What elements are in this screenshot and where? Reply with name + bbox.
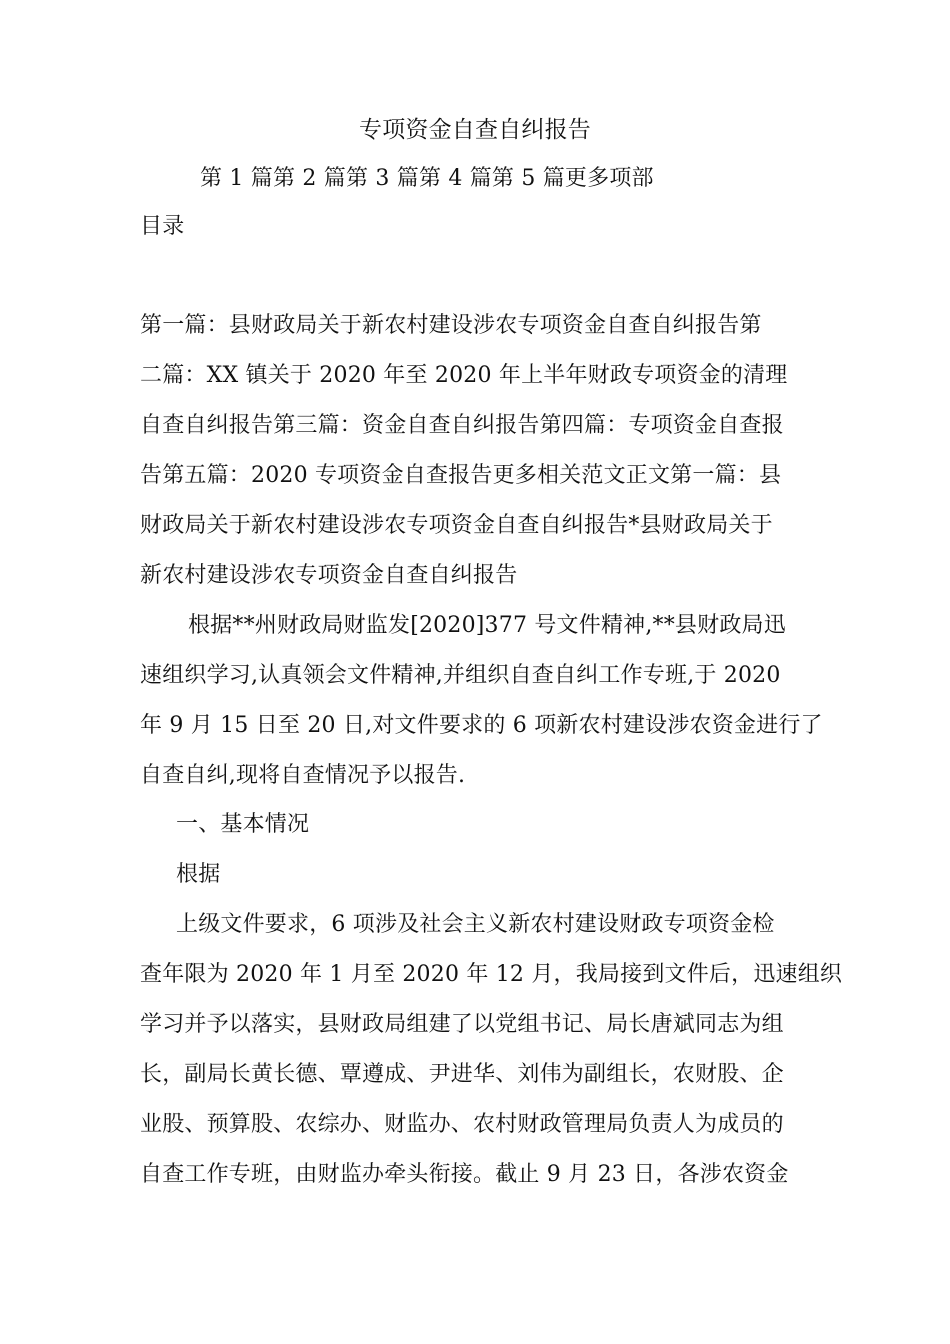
text-line: 财政局关于新农村建设涉农专项资金自查自纠报告*县财政局关于 [140,513,773,538]
text-line: 自查自纠,现将自查情况予以报告. [140,763,466,788]
document-title: 专项资金自查自纠报告 [359,117,591,143]
article-nav-line: 第 1 篇第 2 篇第 3 篇第 4 篇第 5 篇更多项部 [200,166,654,191]
text-line: 上级文件要求，6 项涉及社会主义新农村建设财政专项资金检 [176,912,775,937]
text-line: 第一篇：县财政局关于新农村建设涉农专项资金自查自纠报告第 [140,313,762,338]
text-line: 告第五篇：2020 专项资金自查报告更多相关范文正文第一篇：县 [140,463,782,488]
text-line: 长，副局长黄长德、覃遵成、尹进华、刘伟为副组长，农财股、企 [140,1062,784,1087]
text-line: 根据**州财政局财监发[2020]377 号文件精神,**县财政局迅 [188,613,786,638]
text-line: 年 9 月 15 日至 20 日,对文件要求的 6 项新农村建设涉农资金进行了 [140,713,823,738]
text-line: 自查工作专班，由财监办牵头衔接。截止 9 月 23 日，各涉农资金 [140,1162,789,1187]
toc-label: 目录 [140,214,185,239]
text-line: 学习并予以落实，县财政局组建了以党组书记、局长唐斌同志为组 [140,1012,784,1037]
text-line: 二篇：XX 镇关于 2020 年至 2020 年上半年财政专项资金的清理 [140,363,788,388]
text-line: 新农村建设涉农专项资金自查自纠报告 [140,563,518,588]
text-line: 自查自纠报告第三篇：资金自查自纠报告第四篇：专项资金自查报 [140,413,784,438]
section-heading: 一、基本情况 [176,812,310,837]
text-line: 根据 [176,862,221,887]
text-line: 查年限为 2020 年 1 月至 2020 年 12 月，我局接到文件后，迅速组织 [140,962,843,987]
text-line: 业股、预算股、农综办、财监办、农村财政管理局负责人为成员的 [140,1112,784,1137]
text-line: 速组织学习,认真领会文件精神,并组织自查自纠工作专班,于 2020 [140,663,781,688]
